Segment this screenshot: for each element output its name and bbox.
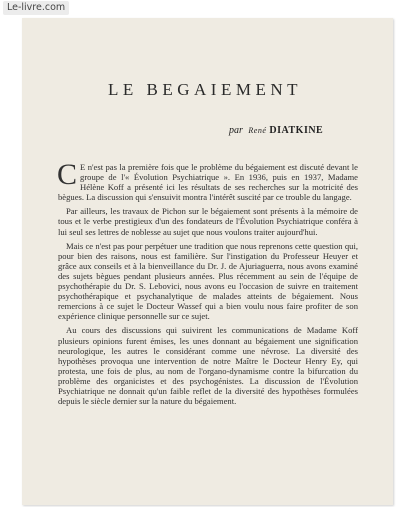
- author-last-name: DIATKINE: [269, 125, 324, 136]
- drop-cap: C: [57, 158, 78, 191]
- author-first-name: René: [248, 126, 267, 135]
- paragraph-text: E n'est pas la première fois que le problème du bégaiement est discuté devant le groupe de l'« Évolution Psychiatrique ». En 1936, puis en 1937, Madame Hélène Koff a présenté ici les résultats de ses recherches sur la motricité des bègues. La discussion qui s'ensuivit montra l'intérêt suscité par ce trouble du langage.: [58, 162, 358, 203]
- paragraph: Au cours des discussions qui suivirent les communications de Madame Koff plusieurs opinions furent émises, les unes donnant au bégaiement une signification neurologique, les autres le considérant comme une névrose. La diversité des hypothèses provoqua une intervention de notre Maître le Docteur Henry Ey, qui protesta, une fois de plus, au nom de l'organo-dynamisme contre la bifurcation du problème des organicistes et des psychogénistes. La discussion de l'Évolution Psychiatrique ne donnait qu'un faible reflet de la diversité des hypothèses formulées depuis le siècle dernier sur la nature du bégaiement.: [58, 325, 358, 407]
- byline-prefix: par: [229, 125, 243, 136]
- page-title: LE BEGAIEMENT: [108, 80, 303, 99]
- paragraph: Par ailleurs, les travaux de Pichon sur le bégaiement sont présents à la mémoire de tous et le verbe prestigieux d'un des fondateurs de l'Évolution Psychiatrique conféra à lui seul ses lettres de noblesse au sujet que nous voulons traiter aujourd'hui.: [58, 206, 358, 237]
- author-name: [248, 125, 323, 136]
- watermark: Le-livre.com: [3, 1, 69, 15]
- paragraph: Mais ce n'est pas pour perpétuer une tradition que nous reprenons cette question qui, pour bien des raisons, nous est familière. Sur l'instigation du Professeur Heuyer et grâce aux conseils et à la bienveillance du Dr. J. de Ajuriaguerra, nous avons examiné des sujets bègues pendant plusieurs années. Plus récemment au sein de l'équipe de psychothérapie du Dr. S. Lebovici, nous avons eu l'occasion de suivre en traitement psychothérapique et psychanalytique de malades atteints de bégaiement. Nous remercions à ce sujet le Docteur Wassef qui a bien voulu nous faire profiter de son expérience clinique personnelle sur ce sujet.: [58, 240, 358, 322]
- paragraph: [57, 158, 358, 203]
- article-body: [57, 158, 358, 410]
- byline: [229, 125, 323, 136]
